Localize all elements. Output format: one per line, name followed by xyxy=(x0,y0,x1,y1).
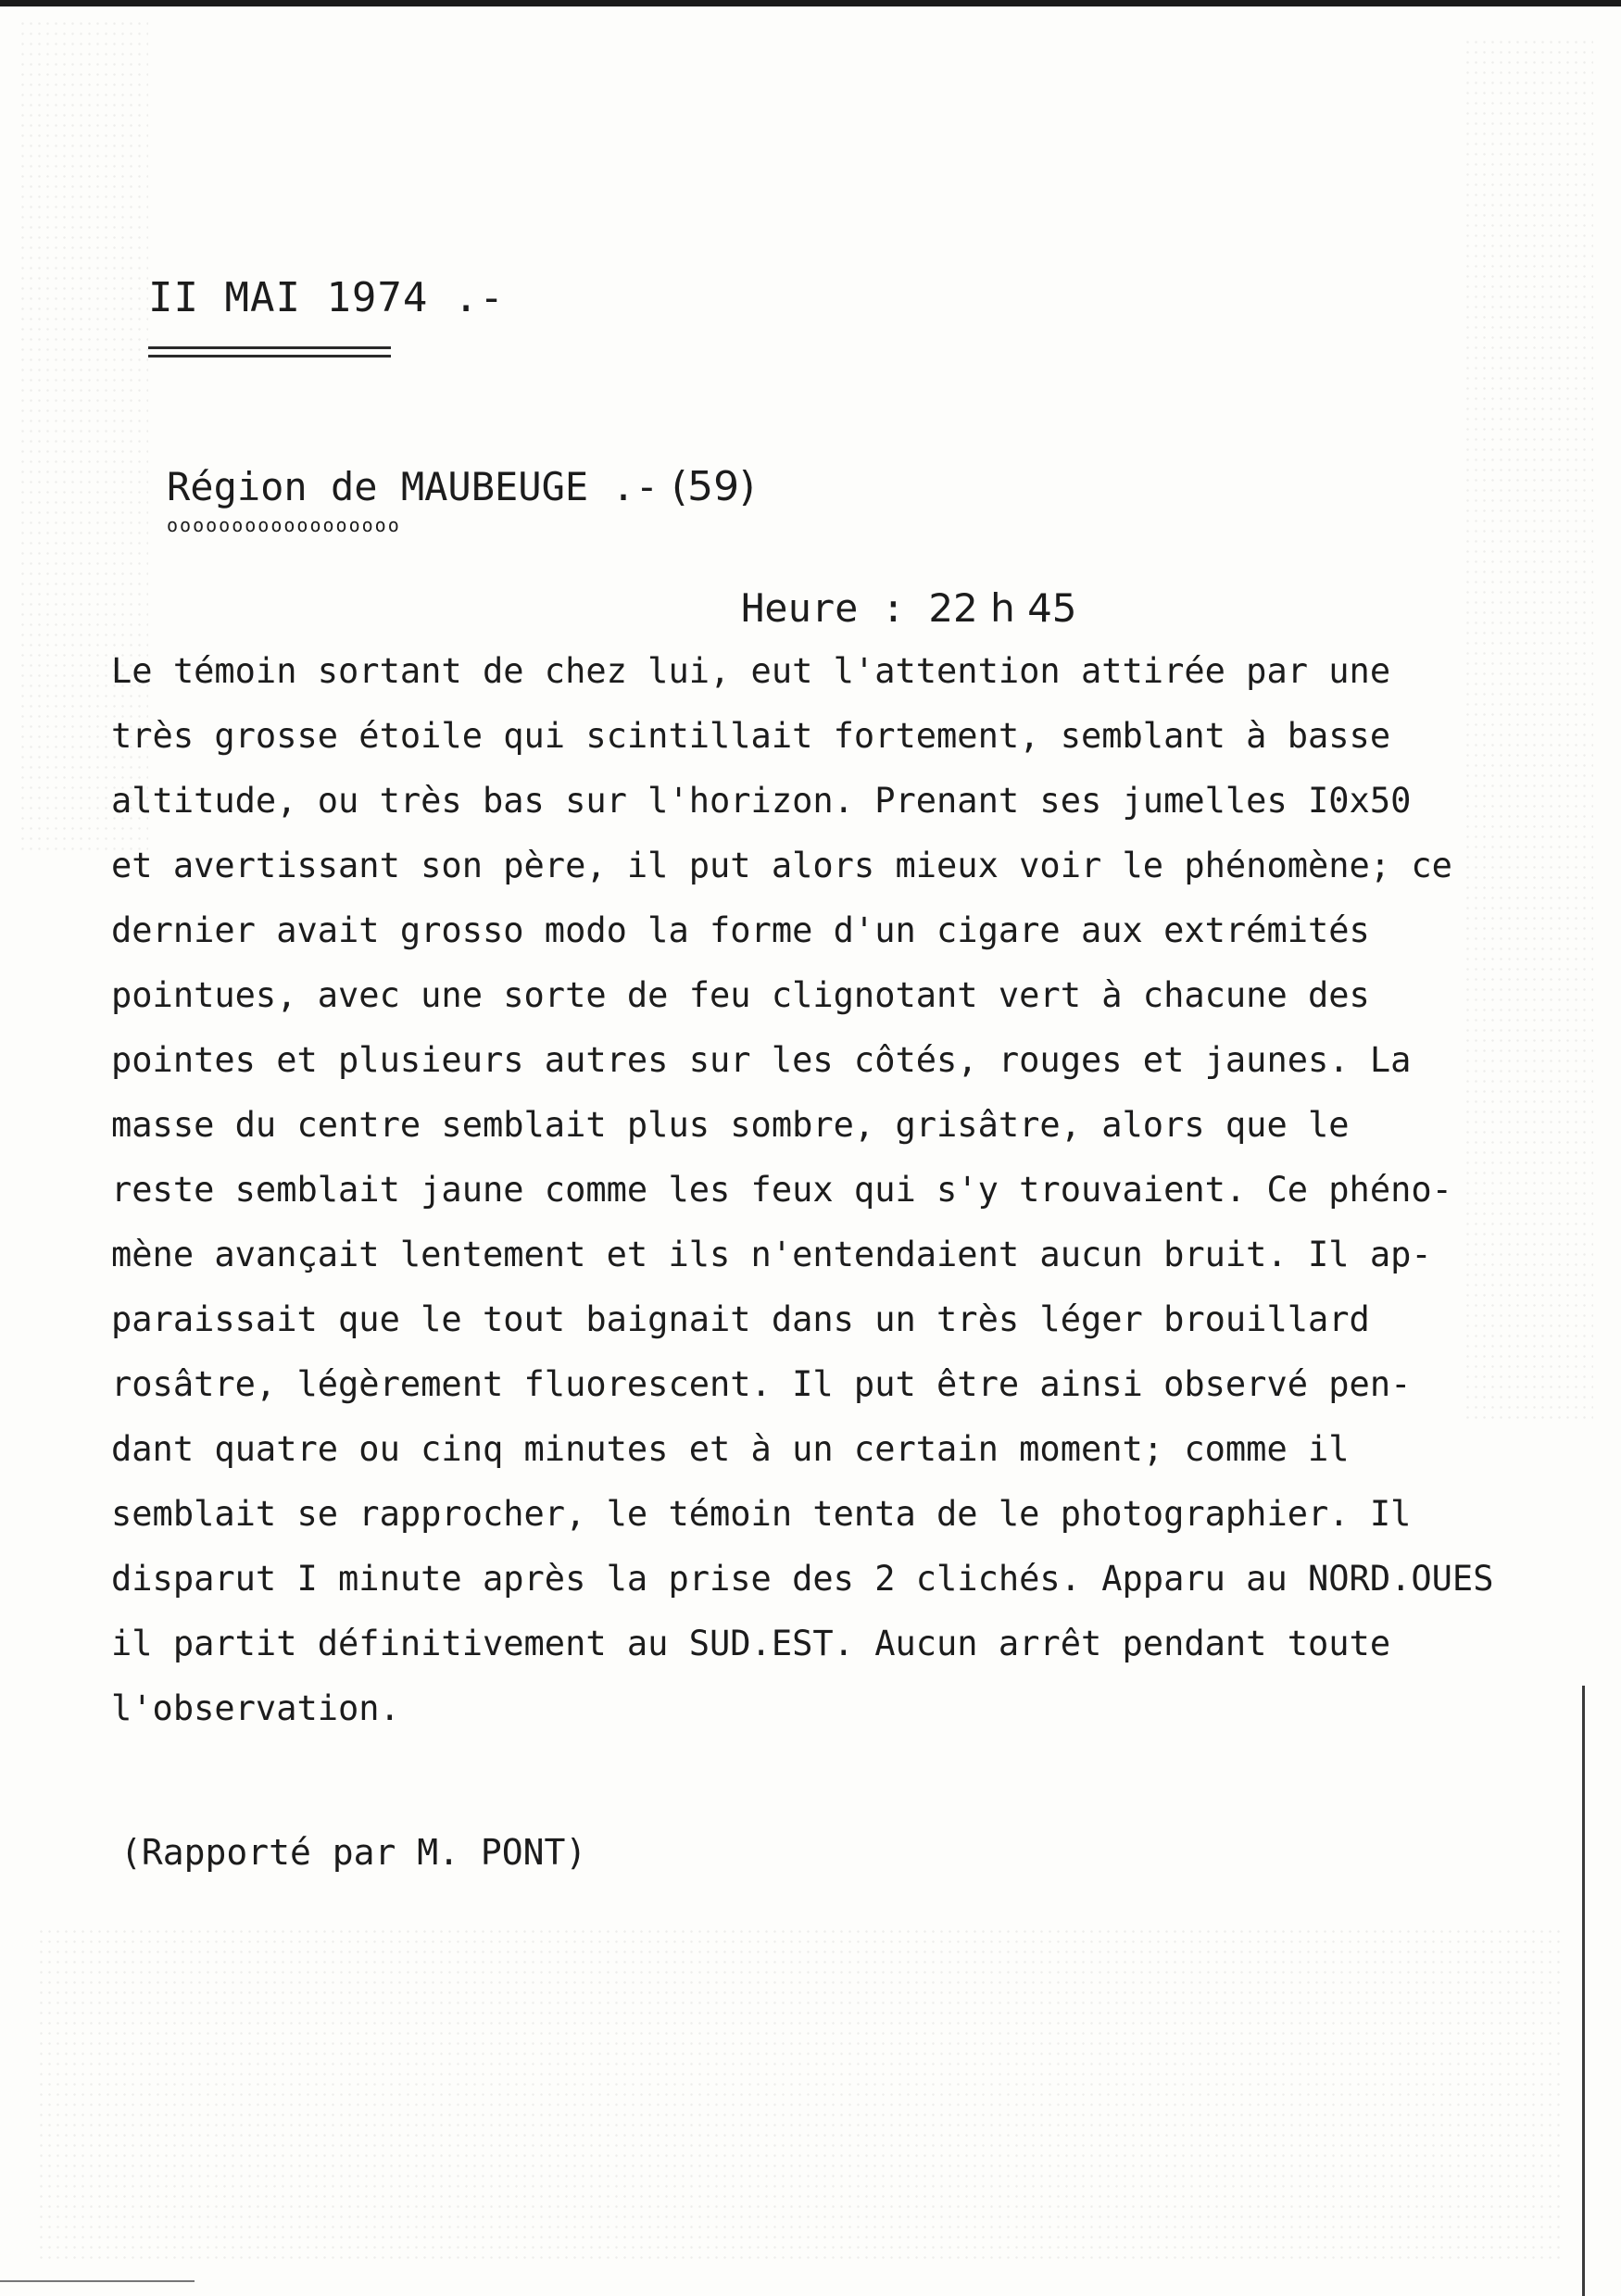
region-code: (59) xyxy=(672,463,756,510)
paper-speckle xyxy=(37,1926,1565,2260)
body-line: mène avançait lentement et ils n'entendaient aucun bruit. Il ap- xyxy=(111,1235,1432,1274)
date-underline xyxy=(148,346,391,358)
body-line: disparut I minute après la prise des 2 clichés. Apparu au NORD.OUES xyxy=(111,1559,1494,1599)
body-line: très grosse étoile qui scintillait fortement, semblant à basse xyxy=(111,716,1391,756)
observation-time xyxy=(741,585,1077,631)
body-line: l'observation. xyxy=(111,1688,400,1728)
region-label: Région de MAUBEUGE .- xyxy=(167,464,660,509)
time-label: Heure : xyxy=(741,585,906,631)
body-line: dernier avait grosso modo la forme d'un cigare aux extrémités xyxy=(111,910,1370,950)
reporter-credit: (Rapporté par M. PONT) xyxy=(120,1832,587,1873)
bottom-margin-line xyxy=(0,2280,195,2282)
body-line: et avertissant son père, il put alors mieux voir le phénomène; ce xyxy=(111,846,1452,885)
report-body xyxy=(111,639,1593,1741)
body-line: paraissait que le tout baignait dans un très léger brouillard xyxy=(111,1299,1370,1339)
body-line: Le témoin sortant de chez lui, eut l'attention attirée par une xyxy=(111,651,1391,691)
body-line: dant quatre ou cinq minutes et à un certain moment; comme il xyxy=(111,1429,1350,1469)
body-line: semblait se rapprocher, le témoin tenta de le photographier. Il xyxy=(111,1494,1412,1534)
time-value: 22 h 45 xyxy=(928,585,1077,631)
body-line: rosâtre, légèrement fluorescent. Il put être ainsi observé pen- xyxy=(111,1364,1412,1404)
region-heading xyxy=(167,463,755,510)
right-margin-line xyxy=(1582,1686,1585,2296)
body-line: masse du centre semblait plus sombre, grisâtre, alors que le xyxy=(111,1105,1350,1145)
top-border-line xyxy=(0,0,1621,6)
body-line: reste semblait jaune comme les feux qui s'y trouvaient. Ce phéno- xyxy=(111,1170,1452,1210)
report-date: II MAI 1974 .- xyxy=(148,274,505,321)
body-line: il partit définitivement au SUD.EST. Aucun arrêt pendant toute xyxy=(111,1624,1391,1663)
body-line: pointes et plusieurs autres sur les côtés, rouges et jaunes. La xyxy=(111,1040,1412,1080)
region-underline: oooooooooooooooooo xyxy=(167,514,401,536)
body-line: pointues, avec une sorte de feu clignotant vert à chacune des xyxy=(111,975,1370,1015)
body-line: altitude, ou très bas sur l'horizon. Prenant ses jumelles I0x50 xyxy=(111,781,1412,821)
